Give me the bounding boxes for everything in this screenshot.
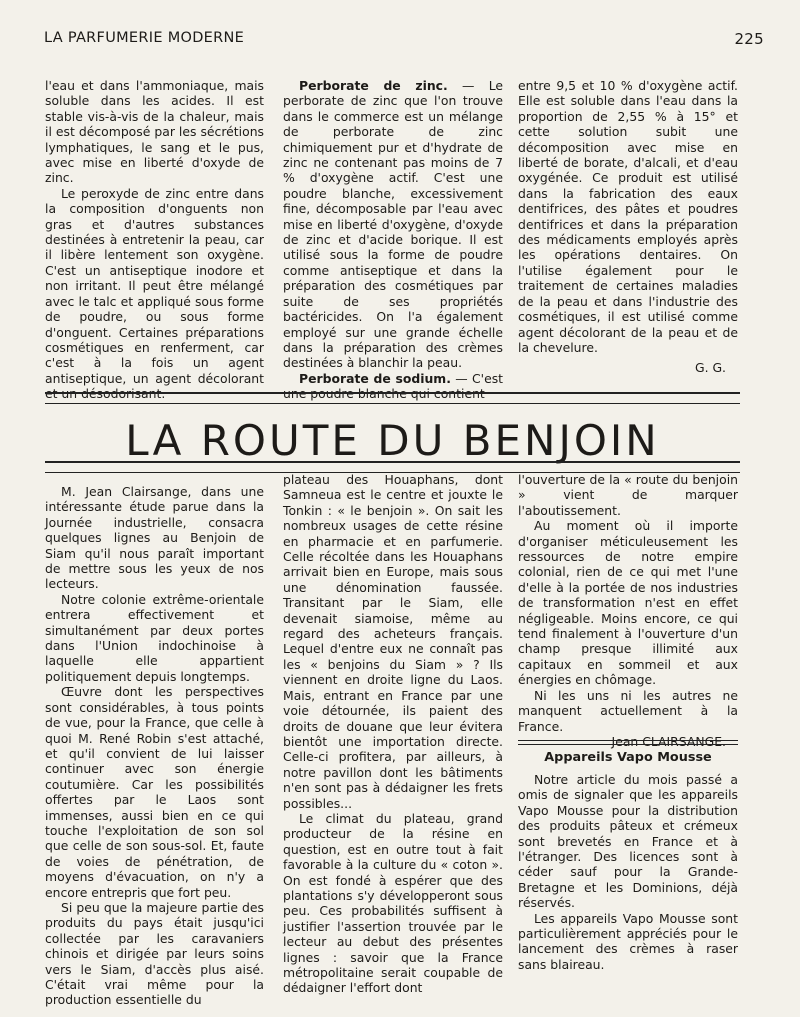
top-column-3 <box>518 78 738 376</box>
paragraph: Notre article du mois passé a omis de signaler que les appareils Vapo Mousse pour la distribution des produits pâteux et crémeux sont brevetés en France et à l'étranger. Des licences sont à céder sauf pour la Grande-Bretagne et les Dominions, déjà réservés. <box>518 772 738 911</box>
page-number: 225 <box>734 30 764 48</box>
running-header <box>44 30 764 54</box>
paragraph: entre 9,5 et 10 % d'oxygène actif. Elle est soluble dans l'eau dans la proportion de 2,55 % à 15° et cette solution subit une décomposition avec mise en liberté de borate, d'alcali, et d'eau oxygénée. Ce produit est utilisé dans la fabrication des eaux dentifrices, des pâtes et poudres dentifrices et dans la préparation des médicaments employés après les opérations dentaires. On l'utilise également pour le traitement de certaines maladies de la peau et dans l'industrie des cosmétiques, il est utilisé comme agent décolorant de la peau et de la chevelure. <box>518 78 738 355</box>
paragraph: l'ouverture de la « route du benjoin » vient de marquer l'aboutissement. <box>518 472 738 518</box>
paragraph: plateau des Houaphans, dont Samneua est le centre et jouxte le Tonkin : « le benjoin ». On sait les nombreux usages de cette résine en pharmacie et en parfumerie. Celle récoltée dans les Houaphans arrivait bien en Europe, mais sous une dénomination faussée. Transitant par le Siam, elle devenait siamoise, même au regard des acheteurs français. Lequel d'entre eux ne connaît pas les « benjoins du Siam » ? Ils viennent en droite ligne du Laos. Mais, entrant en France par une voie détournée, ils paient des droits de douane que leur évitera bientôt une importation directe. Celle-ci profitera, par ailleurs, à notre pavillon dont les bâtiments n'en sont pas à dédaigner les frets possibles... <box>283 472 503 811</box>
top-column-1 <box>45 78 264 402</box>
paragraph-text: — C'est une poudre blanche qui contient <box>283 370 504 402</box>
box-column <box>518 772 738 972</box>
journal-title: LA PARFUMERIE MODERNE <box>44 30 245 46</box>
run-in-heading: Perborate de zinc. <box>299 78 448 93</box>
paragraph: Le peroxyde de zinc entre dans la composition d'onguents non gras et d'autres substances destinées à entretenir la peau, car il libère lentement son oxygène. C'est un antiseptique inodore et non irritant. Il peut être mélangé avec le talc et appliqué sous forme de poudre, ou sous forme d'onguent. Certaines préparations cosmétiques en renferment, car c'est à la fois un agent antiseptique, un agent décolorant et un désodorisant. <box>45 185 264 402</box>
paragraph-text: — Le perborate de zinc que l'on trouve dans le commerce est un mélange de perborate de zinc chimiquement pur et d'hydrate de zinc ne contenant pas moins de 7 % d'oxygène actif. C'est une poudre blanche, excessivement fine, décomposable par l'eau avec mise en liberté d'oxygène, d'oxyde de zinc et d'acide borique. Il est utilisé sous la forme de poudre comme antiseptique et dans la préparation des cosmétiques par suite de ses propriétés bactéricides. On l'a également employé sur une grande échelle dans la préparation des crèmes destinées à blanchir la peau. <box>283 78 503 371</box>
author-signature: Jean CLAIRSANGE. <box>611 733 726 749</box>
paragraph: Notre colonie extrême-orientale entrera effectivement et simultanément par deux portes dans l'Union indochinoise à laquelle elle appartient politiquement depuis longtemps. <box>45 591 264 684</box>
section-rule <box>518 740 738 741</box>
run-in-heading: Perborate de sodium. <box>299 370 451 386</box>
paragraph: Au moment où il importe d'organiser méticuleusement les ressources de notre empire colonial, rien de ce qui met l'une d'elle à la portée de nos industries de transformation n'est en effet négligeable. Moins encore, ce qui tend finalement à l'ouverture d'un champ presque illimité aux capitaux en sommeil et aux énergies en chômage. <box>518 518 738 688</box>
paragraph: Le climat du plateau, grand producteur de la résine en question, est en outre tout à fait favorable à la culture du « coton ». On est fondé à espérer que des plantations s'y développeront sous peu. Ces probabilités suffisent à justifier l'assertion trouvée par le lecteur au debut des présentes lignes : savoir que la France métropolitaine serait coupable de dédaigner l'effort dont <box>283 810 503 996</box>
paragraph: Ni les uns ni les autres ne manquent actuellement à la France. <box>518 687 738 734</box>
paragraph <box>283 78 503 371</box>
paragraph: M. Jean Clairsange, dans une intéressante étude parue dans la Journée industrielle, consacra quelques lignes au Benjoin de Siam qu'il nous paraît important de mettre sous les yeux de nos lecteurs. <box>45 484 264 592</box>
section-rule <box>518 744 738 745</box>
article-column-3 <box>518 472 738 749</box>
box-title: Appareils Vapo Mousse <box>544 750 712 765</box>
top-column-2 <box>283 78 503 402</box>
paragraph: Si peu que la majeure partie des produits du pays était jusqu'ici collectée par les caravaniers chinois et dirigée par leurs soins vers le Siam, d'accès plus aisé. C'était vrai même pour la production essentielle du <box>45 899 264 1008</box>
signature: G. G. <box>694 360 726 376</box>
article-column-1 <box>45 484 264 1008</box>
article-headline: LA ROUTE DU BENJOIN <box>125 416 660 465</box>
paragraph: Les appareils Vapo Mousse sont particulièrement appréciés pour le lancement des crèmes à raser sans blaireau. <box>518 910 738 972</box>
paragraph: Œuvre dont les perspectives sont considérables, à tous points de vue, pour la France, que celle à quoi M. René Robin s'est attaché, et qu'il convient de lui laisser continuer avec son énergie coutumière. Car les possibilités offertes par le Laos sont immenses, aussi bien en ce qui touche l'exploitation de son sol que celle de son sous-sol. Et, faute de voies de pénétration, de moyens d'évacuation, on n'y a encore entrepris que fort peu. <box>45 684 264 900</box>
paragraph: l'eau et dans l'ammoniaque, mais soluble dans les acides. Il est stable vis-à-vis de la chaleur, mais il est décomposé par les sécrétions lymphatiques, le sang et le pus, avec mise en liberté d'oxyde de zinc. <box>45 78 264 186</box>
double-rule <box>45 392 740 404</box>
article-column-2 <box>283 472 503 996</box>
